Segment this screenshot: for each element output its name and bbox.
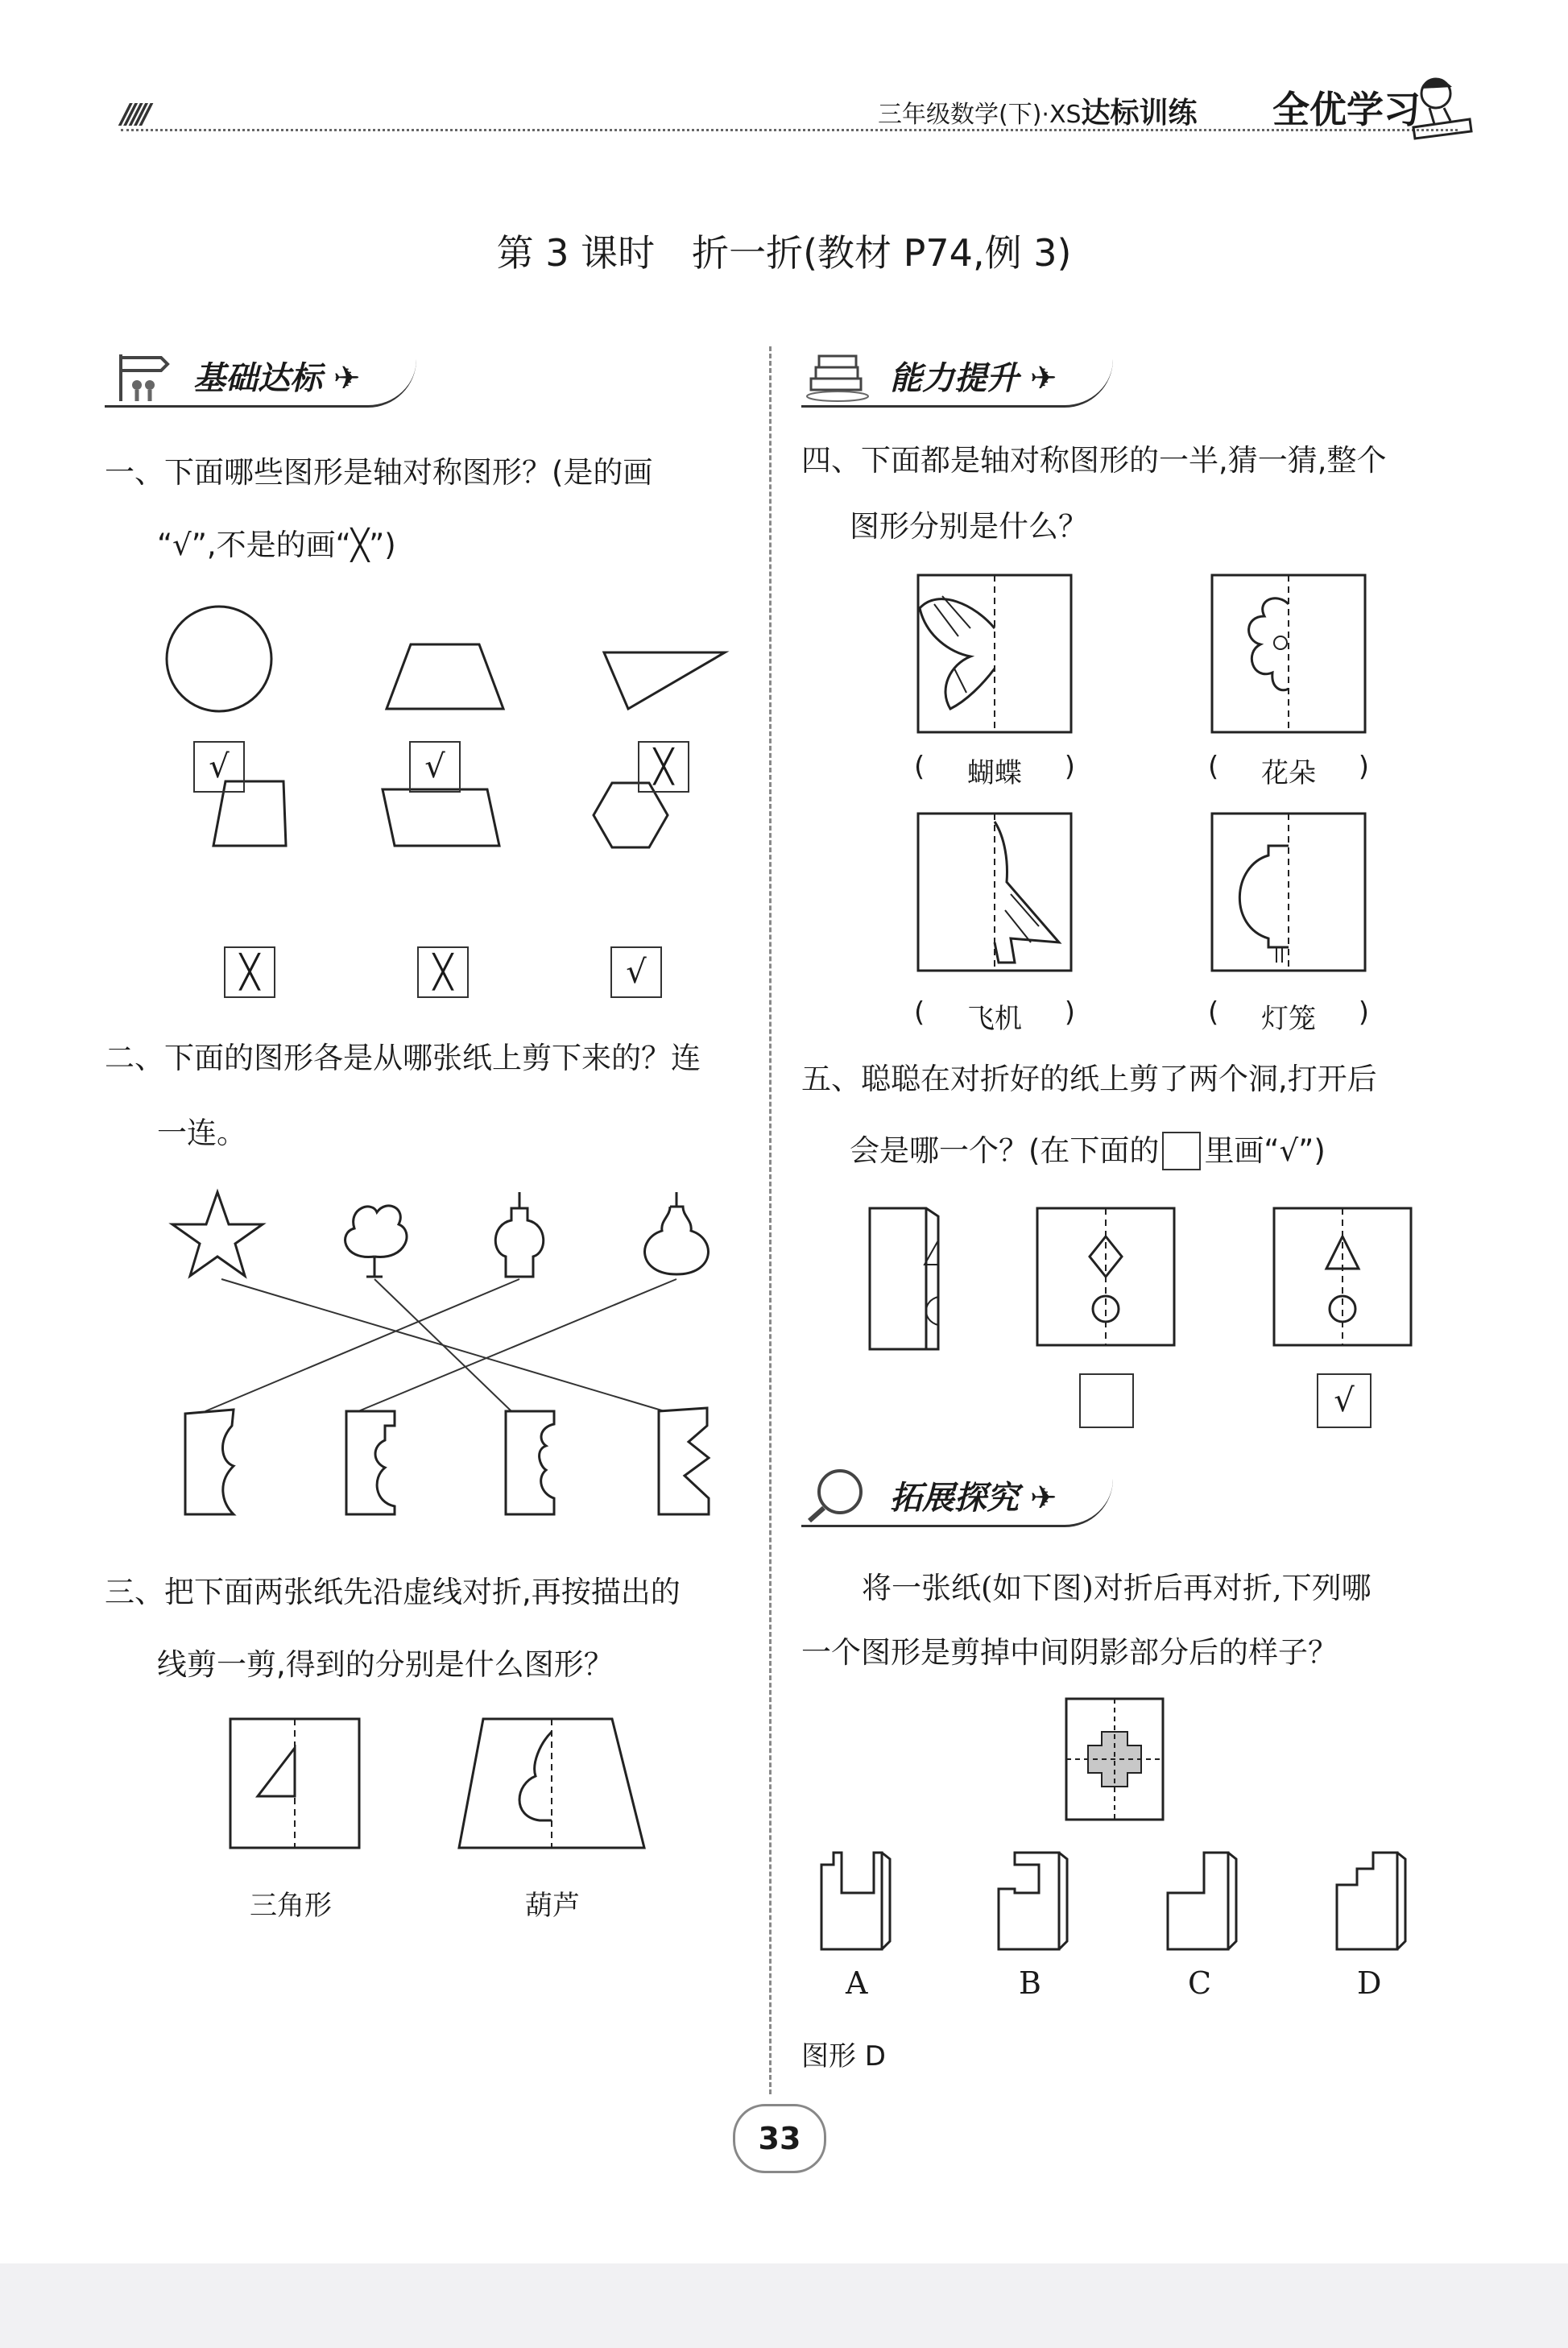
paren-open: ( [1208, 996, 1219, 1029]
signpost-icon [105, 346, 177, 403]
q3-papers-figure [225, 1716, 660, 1853]
q3-half-triangle [258, 1748, 295, 1796]
plane-icon: ✈ [1019, 1480, 1057, 1517]
plane-icon: ✈ [1019, 360, 1057, 397]
match-line-2 [374, 1279, 511, 1411]
header-series: 达标训练 [1081, 97, 1198, 130]
star-shape [172, 1192, 263, 1276]
option-b-label[interactable]: B [1019, 1965, 1041, 2001]
section-ability-label: 能力提升 [890, 360, 1019, 397]
q5-figure [862, 1200, 1425, 1361]
q3-answer-2: 葫芦 [525, 1890, 580, 1922]
section-basic-heading [105, 346, 416, 408]
q2-prompt: 二、下面的图形各是从哪张纸上剪下来的？连 [105, 1041, 701, 1075]
option-d-shape [1337, 1853, 1405, 1949]
q3-answer-1: 三角形 [250, 1890, 332, 1922]
q4-answer-row-1a [914, 751, 1075, 790]
q5-prompt: 五、聪聪在对折好的纸上剪了两个洞,打开后 [801, 1062, 1377, 1096]
section-basic-label: 基础达标 [193, 360, 322, 397]
q2-matching-figure [161, 1184, 741, 1538]
q4-prompt: 四、下面都是轴对称图形的一半,猜一猜,整个 [801, 443, 1387, 478]
magnifier-icon [801, 1466, 874, 1522]
q1-mark-5: ╳ [432, 954, 453, 991]
paren-close: ) [1064, 996, 1075, 1029]
q5-mark-2: √ [1334, 1382, 1355, 1419]
match-line-4 [358, 1279, 676, 1411]
q1-mark-4: ╳ [239, 954, 260, 991]
q4-answer-flower: 花朵 [1261, 757, 1316, 789]
q4-halves-figure [910, 572, 1377, 1031]
section-ability-heading [801, 346, 1113, 408]
q4-answer-butterfly: 蝴蝶 [967, 757, 1022, 789]
q1-box-triangle[interactable] [638, 741, 689, 793]
header-rule [121, 129, 1458, 131]
half-flower-shape [1249, 598, 1289, 690]
paren-open: ( [914, 751, 925, 783]
mascot-icon [1405, 71, 1478, 143]
header-subject-text: 三年级数学(下)·XS [878, 101, 1082, 129]
explore-options-figure [813, 1845, 1434, 1957]
explore-paper-figure [1063, 1696, 1168, 1824]
tree-shape [345, 1206, 407, 1277]
inline-box-icon [1162, 1132, 1201, 1170]
q4-answer-airplane: 飞机 [967, 1003, 1022, 1035]
q3-prompt: 三、把下面两张纸先沿虚线对折,再按描出的 [105, 1575, 681, 1609]
q5-box-2[interactable] [1317, 1373, 1371, 1428]
q1-mark-2: √ [424, 748, 445, 785]
option-a-shape [821, 1853, 890, 1949]
half-lantern-shape [1239, 846, 1289, 947]
q1-box-parallelogram[interactable] [417, 946, 469, 998]
option-c-label[interactable]: C [1188, 1965, 1212, 2001]
paren-open: ( [1208, 751, 1219, 783]
q1-box-hexagon[interactable] [610, 946, 662, 998]
half-butterfly-shape [920, 599, 995, 709]
hexagon-shape [594, 783, 668, 847]
q1-box-circle[interactable] [193, 741, 245, 793]
parallelogram-shape [383, 789, 499, 846]
q5-prompt-part-b: 里画“√”) [1204, 1133, 1326, 1168]
q4-answer-row-1b [1208, 751, 1369, 790]
explore-prompt-line2: 一个图形是剪掉中间阴影部分后的样子？ [801, 1635, 1338, 1670]
folded-paper-shape [870, 1208, 938, 1349]
paper-3-shape [506, 1411, 554, 1514]
q2-prompt-line2: 一连。 [157, 1116, 246, 1150]
q1-mark-1: √ [209, 748, 230, 785]
option-a-label[interactable]: A [846, 1965, 868, 2001]
q1-prompt-line2: “√”,不是的画“╳”) [157, 528, 396, 562]
paper-1-shape [185, 1410, 234, 1514]
q5-prompt-line2 [850, 1132, 1326, 1170]
header-subject [878, 90, 1198, 131]
plane-icon: ✈ [322, 360, 361, 397]
gourd-lid-shape [495, 1192, 543, 1277]
q4-prompt-line2: 图形分别是什么？ [850, 509, 1088, 544]
paren-open: ( [914, 996, 925, 1029]
column-divider [769, 346, 772, 2094]
q1-prompt: 一、下面哪些图形是轴对称图形？(是的画 [105, 455, 653, 490]
option-c-shape [1168, 1853, 1236, 1949]
q1-mark-6: √ [626, 954, 647, 991]
q3-prompt-line2: 线剪一剪,得到的分别是什么图形？ [157, 1647, 614, 1682]
q1-mark-3: ╳ [653, 748, 674, 785]
lesson-title: 第 3 课时 折一折(教材 P74,例 3) [496, 231, 1072, 275]
q5-prompt-part-a: 会是哪一个？(在下面的 [850, 1133, 1160, 1168]
paren-close: ) [1358, 996, 1369, 1029]
q1-box-trapezoid[interactable] [409, 741, 461, 793]
paren-close: ) [1064, 751, 1075, 783]
paper-2-shape [346, 1411, 395, 1514]
page-number: 33 [733, 2104, 826, 2173]
paren-close: ) [1358, 751, 1369, 783]
paper-4-shape [659, 1408, 709, 1514]
trapezoid-shape [387, 644, 503, 709]
q3-paper-2 [459, 1719, 644, 1848]
q5-box-1[interactable] [1079, 1373, 1134, 1428]
q3-half-gourd [519, 1732, 552, 1820]
q4-answer-lantern: 灯笼 [1261, 1003, 1316, 1035]
gourd-shape [645, 1192, 709, 1274]
circle-shape [167, 607, 271, 711]
q4-answer-row-2b [1208, 996, 1369, 1036]
match-line-3 [205, 1279, 519, 1411]
section-explore-label: 拓展探究 [890, 1480, 1019, 1517]
explore-prompt: 将一张纸(如下图)对折后再对折,下列哪 [862, 1571, 1371, 1605]
header-stripes: ///// [121, 98, 147, 130]
option-d-label[interactable]: D [1357, 1965, 1382, 2001]
section-explore-heading [801, 1466, 1113, 1527]
header-brand: 全优学习 [1272, 88, 1421, 131]
q1-box-quad[interactable] [224, 946, 275, 998]
books-icon [801, 346, 874, 403]
option-b-shape [999, 1853, 1067, 1949]
page-bottom-strip [0, 2263, 1568, 2348]
q4-answer-row-2a [914, 996, 1075, 1036]
explore-answer: 图形 D [801, 2040, 886, 2073]
half-airplane-shape [995, 822, 1059, 963]
triangle-shape [604, 652, 725, 709]
